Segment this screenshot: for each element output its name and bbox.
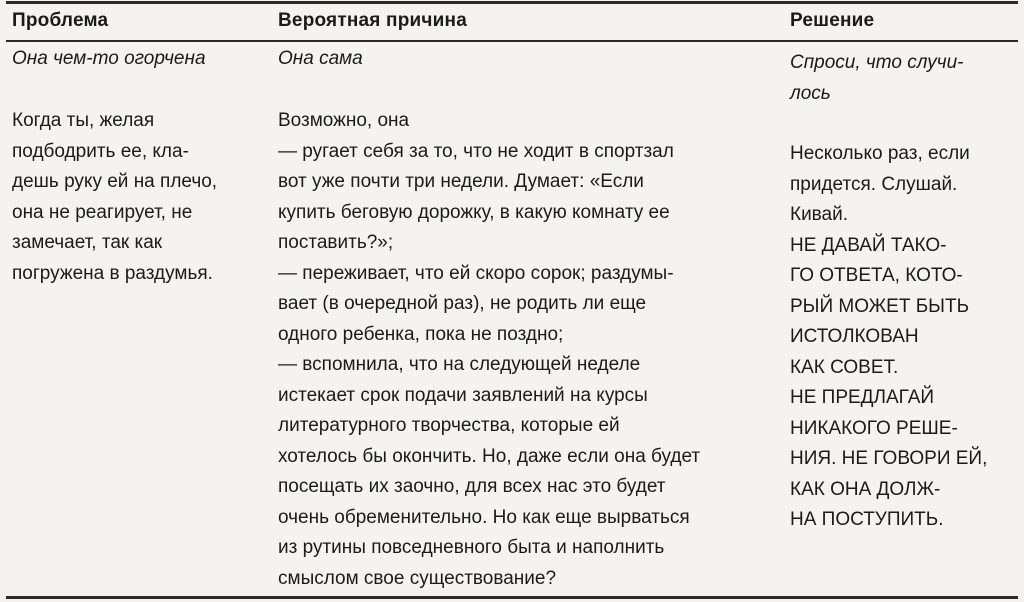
header-problem: Проблема [12, 10, 109, 31]
cause-line: очень обременительно. Но как еще вырваться [278, 506, 690, 528]
problem-line: замечает, так как [12, 232, 163, 253]
problem-line: она не реагирует, не [12, 201, 193, 223]
solution-line: КАК ОНА ДОЛЖ- [790, 478, 941, 500]
table-bottom-rule [6, 596, 1018, 599]
cause-line: вот уже почти три недели. Думает: «Если [278, 171, 644, 192]
solution-line: ГО ОТВЕТА, КОТО- [790, 265, 963, 286]
cause-line: посещать их заочно, для всех нас это будет [278, 476, 666, 497]
solution-line: НИЯ. НЕ ГОВОРИ ЕЙ, [790, 448, 988, 469]
cause-line: — ругает себя за то, что не ходит в спортзал [278, 140, 674, 162]
italic-solution [790, 48, 963, 109]
problem-line: подбодрить ее, кла- [12, 140, 189, 162]
cause-line: хотелось бы окончить. Но, даже если она будет [278, 445, 701, 467]
italic-problem: Она чем-то огорчена [12, 48, 206, 69]
problem-cell [12, 106, 217, 289]
header-solution: Решение [790, 10, 875, 31]
solution-line: придется. Слушай. [790, 173, 958, 195]
problem-line: погружена в раздумья. [12, 262, 213, 284]
solution-line: НЕ ДАВАЙ ТАКО- [790, 234, 947, 256]
solution-line: Несколько раз, если [790, 143, 970, 164]
solution-line: КАК СОВЕТ. [790, 356, 899, 378]
solution-line: НИКАКОГО РЕШЕ- [790, 417, 958, 439]
header-rule [6, 40, 1018, 42]
cause-line: Возможно, она [278, 110, 410, 131]
cause-line: вает (в очередной раз), не родить ли еще [278, 293, 647, 314]
italic-solution-line: Спроси, что случи- [790, 52, 964, 73]
cause-line: поставить?»; [278, 232, 394, 253]
cause-line: литературного творчества, которые ей [278, 415, 620, 436]
cause-line: одного ребенка, пока не поздно; [278, 323, 564, 345]
cause-line: — переживает, что ей скоро сорок; раздумы- [278, 262, 674, 284]
problem-line: дешь руку ей на плечо, [12, 171, 218, 192]
cause-line: купить беговую дорожку, в какую комнату ее [278, 201, 670, 223]
solution-line: Кивай. [790, 204, 849, 225]
solution-line: НЕ ПРЕДЛАГАЙ [790, 387, 935, 408]
cause-cell [278, 106, 700, 594]
cause-line: из рутины повседневного быта и наполнить [278, 537, 665, 558]
cause-line: истекает срок подачи заявлений на курсы [278, 384, 648, 406]
cause-line: смыслом свое существование? [278, 567, 557, 589]
italic-solution-line: лось [790, 82, 831, 104]
cause-line: — вспомнила, что на следующей неделе [278, 354, 641, 375]
italic-cause: Она сама [278, 48, 363, 69]
header-cause: Вероятная причина [278, 10, 467, 31]
solution-line: ИСТОЛКОВАН [790, 326, 919, 347]
solution-line: НА ПОСТУПИТЬ. [790, 509, 944, 530]
table-top-rule [6, 1, 1018, 4]
solution-cell [790, 139, 987, 536]
solution-line: РЫЙ МОЖЕТ БЫТЬ [790, 295, 970, 317]
problem-line: Когда ты, желая [12, 110, 155, 131]
